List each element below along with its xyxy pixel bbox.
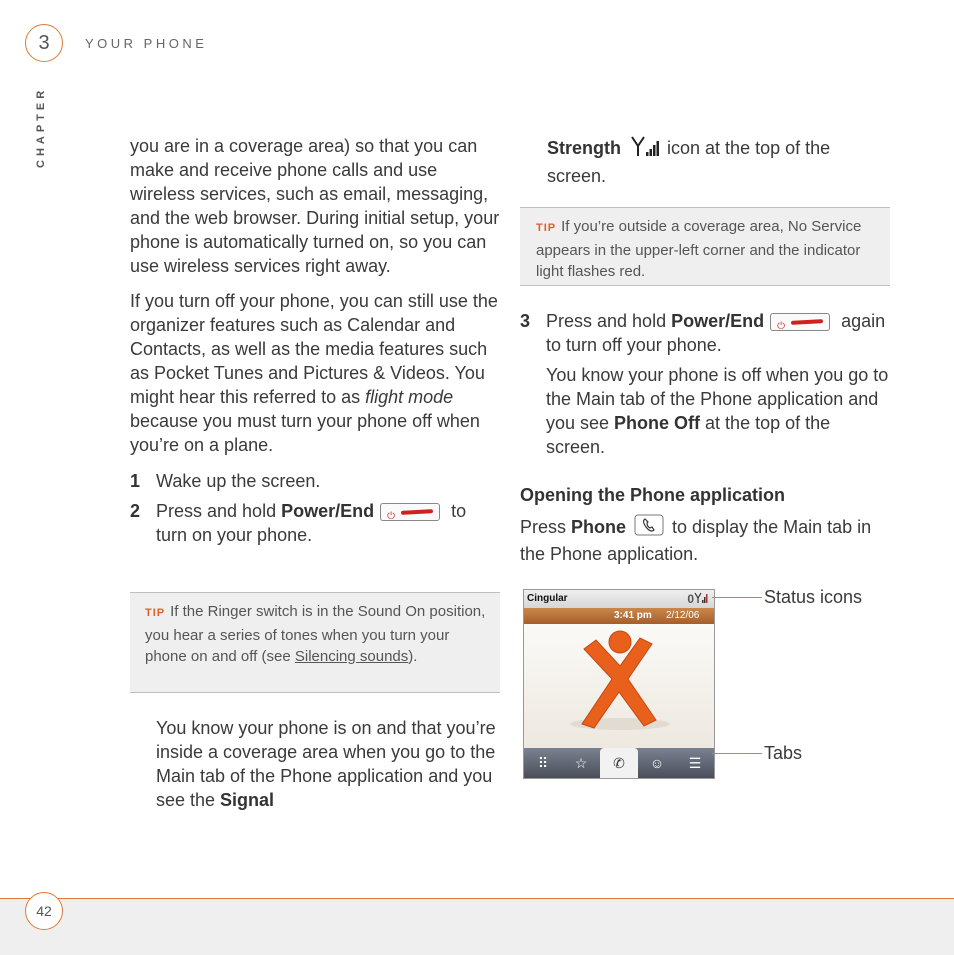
chapter-number-badge: [25, 24, 63, 62]
paragraph-text: Press: [520, 516, 572, 537]
tip-box-ringer: [130, 592, 500, 693]
paragraph-open-phone: [520, 514, 890, 566]
call-log-tab[interactable]: [676, 748, 714, 778]
power-end-label: Power/End: [281, 501, 375, 521]
paragraph-phone-off: [546, 363, 890, 459]
signal-strength-icon: [630, 134, 660, 164]
paragraph-text: to display the Main tab in the Phone application.: [520, 516, 872, 564]
step-text: Wake up the screen.: [156, 471, 321, 491]
tabs-callout-line: [712, 753, 762, 754]
chapter-number: 3: [38, 31, 50, 54]
step-text-part: to turn on your phone.: [156, 501, 467, 545]
status-icons: 0: [687, 592, 708, 606]
tip-box-coverage: [520, 207, 890, 286]
paragraph-text: You know your phone is off when you go to the Main tab of the Phone application and you see: [546, 365, 889, 433]
step-number: 3: [520, 311, 531, 331]
phone-tab-bar: [524, 748, 714, 778]
paragraph-text: You know your phone is on and that you’re inside a coverage area when you go to the Main tab of the Phone application and you see the: [156, 718, 496, 810]
tip-label: TIP: [536, 222, 557, 234]
tip-text: If you’re outside a coverage area, No Service appears in the upper-left corner and the indicator light flashes red.: [536, 218, 862, 280]
paragraph-signal-strength: [547, 134, 890, 188]
power-end-key-icon: ⏻: [380, 503, 440, 521]
tip-text: If the Ringer switch is in the Sound On position, you hear a series of tones when you turn your phone on and off (see: [145, 603, 486, 665]
step-text-part: Press and hold: [156, 501, 282, 521]
phone-key-icon: [634, 514, 664, 542]
flight-mode-term: flight mode: [365, 387, 454, 407]
power-end-key-icon: ⏻: [770, 313, 830, 331]
step-text: [156, 499, 500, 547]
signal-label: Signal: [220, 790, 275, 810]
phone-off-label: Phone Off: [614, 413, 701, 433]
page-footer: [0, 898, 954, 955]
status-icons-callout: Status icons: [764, 587, 863, 607]
step-number: 1: [130, 471, 141, 491]
section-heading: Opening the Phone application: [520, 485, 786, 505]
contacts-icon: ☺: [649, 755, 665, 771]
favorites-star-icon: ☆: [574, 754, 588, 771]
step-number: 2: [130, 501, 141, 521]
paragraph-text: because you must turn your phone off when you’re on a plane.: [130, 411, 480, 455]
left-column: [130, 134, 500, 547]
step-text: [546, 309, 890, 357]
time-bar: [524, 608, 714, 624]
cingular-logo-figure: [524, 624, 714, 748]
phone-wallpaper: [524, 624, 714, 748]
phone-label: Phone: [571, 516, 627, 537]
paragraph-text: at the top of the screen.: [546, 413, 831, 457]
tabs-callout: Tabs: [764, 743, 803, 763]
contacts-tab[interactable]: [638, 748, 676, 778]
keypad-tab[interactable]: [524, 748, 562, 778]
paragraph-flight-mode: [130, 289, 500, 457]
tip-label: TIP: [145, 607, 166, 619]
tip-text: ).: [408, 648, 418, 665]
silencing-sounds-link[interactable]: Silencing sounds: [294, 648, 409, 665]
step-1: [130, 469, 500, 493]
step-2: [130, 499, 500, 547]
keypad-icon: ⠿: [537, 754, 549, 771]
paragraph-text: If you turn off your phone, you can still use the organizer features such as Calendar and Contacts, as well as the media features such as Pocket Tunes and Pictures & Videos. You might hear this referred to as: [130, 291, 498, 407]
call-log-icon: ☰: [688, 754, 702, 771]
carrier-name: Cingular: [527, 593, 568, 604]
paragraph-coverage: you are in a coverage area) so that you can make and receive phone calls and use wireless services, such as email, messaging, and the web browser. During initial setup, your phone is automatically turned on, so you can use wireless services right away.: [130, 136, 500, 276]
favorites-tab[interactable]: [562, 748, 600, 778]
paragraph-phone-on: [156, 716, 500, 812]
main-tab[interactable]: [600, 748, 638, 778]
step-text-part: again to turn off your phone.: [546, 311, 886, 355]
step-3-block: [520, 309, 890, 459]
header-title: YOUR PHONE: [85, 36, 208, 51]
phone-title-bar: [524, 590, 714, 608]
power-end-label: Power/End: [671, 311, 765, 331]
page-number-badge: [25, 892, 63, 930]
strength-label: Strength: [547, 137, 621, 158]
paragraph-text: icon at the top of the screen.: [547, 137, 831, 186]
phone-screenshot: [523, 589, 715, 779]
chapter-label: CHAPTER: [35, 86, 47, 168]
status-callout-line: [712, 597, 762, 598]
phone-date: 2/12/06: [666, 610, 700, 621]
step-text-part: Press and hold: [546, 311, 672, 331]
step-3: [520, 309, 890, 357]
phone-handset-icon: ✆: [613, 754, 625, 771]
page-number: 42: [36, 903, 52, 919]
phone-time: 3:41 pm: [614, 610, 652, 621]
